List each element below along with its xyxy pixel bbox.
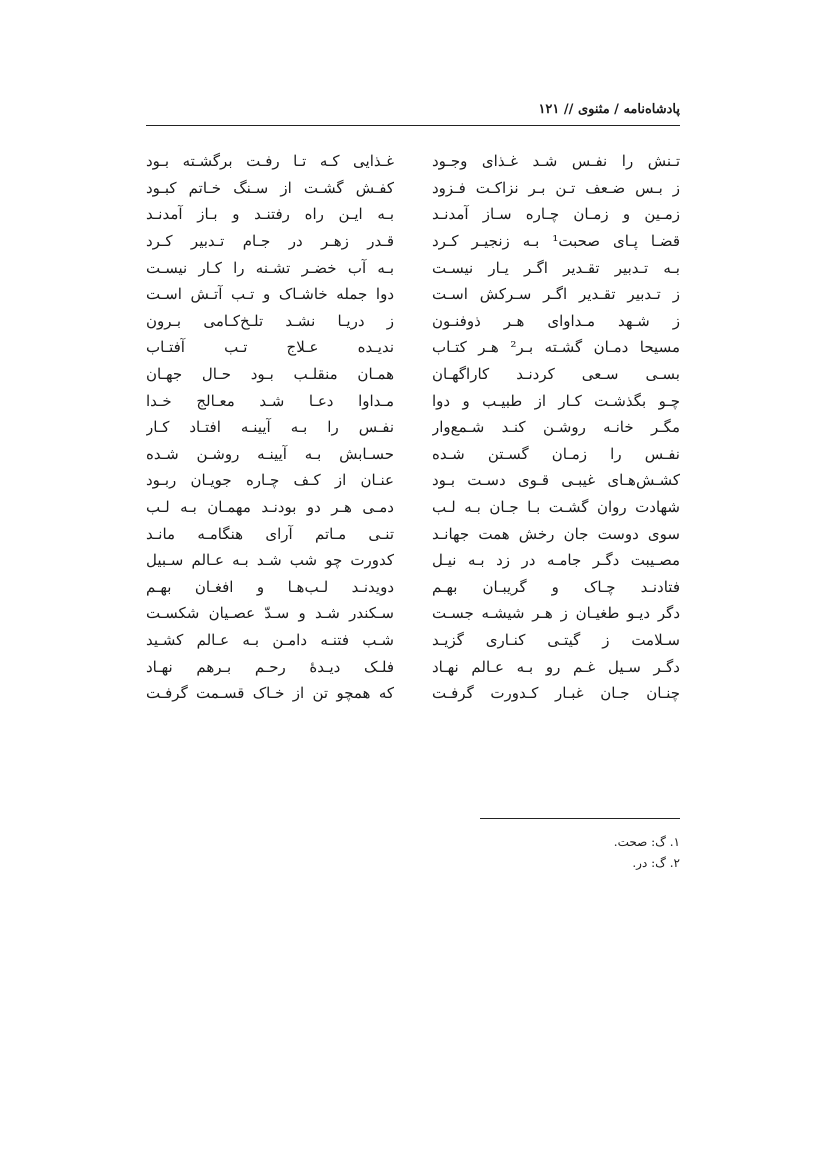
hemistich-left: حسـابش بـه آیینـه روشـن شـده — [146, 444, 394, 463]
hemistich-right: نفـس را زمـان گسـتن شـده — [432, 444, 680, 463]
hemistich-right: ز بـس ضـعف تـن بـر نزاکـت فـزود — [432, 178, 680, 197]
hemistich-right: مگـر خانـه روشـن کنـد شـمع‌وار — [432, 418, 680, 437]
hemistich-right: تـنش را نفـس شـد غـذای وجـود — [432, 152, 680, 171]
hemistich-right: مسیحا دمـان گشـته بـر² هـر کتـاب — [432, 338, 680, 357]
couplet — [146, 387, 680, 414]
footnote-2: ۲. گ: در. — [632, 856, 680, 870]
hemistich-right: قضـا پـای صحبت¹ بـه زنجیـر کـرد — [432, 232, 680, 251]
couplet — [146, 627, 680, 654]
couplet — [146, 414, 680, 441]
hemistich-left: فلـک دیـدهٔ رحـم بـرهم نهـاد — [146, 657, 394, 676]
running-header: پادشاه‌نامه / مثنوی // ۱۲۱ — [538, 102, 680, 117]
couplet — [146, 281, 680, 308]
header-divider — [146, 125, 680, 126]
couplet — [146, 467, 680, 494]
hemistich-left: همـان منقلـب بـود حـال جهـان — [146, 365, 394, 384]
hemistich-left: شـب فتنـه دامـن بـه عـالم کشـید — [146, 630, 394, 649]
hemistich-left: بـه ایـن راه رفتنـد و بـاز آمدنـد — [146, 205, 394, 224]
couplet — [146, 574, 680, 601]
hemistich-right: کشـش‌هـای غیبـی قـوی دسـت بـود — [432, 471, 680, 490]
couplet — [146, 254, 680, 281]
hemistich-right: سوی دوست جان رخش همت جهانـد — [432, 524, 680, 543]
couplet — [146, 547, 680, 574]
hemistich-right: دگر دیـو طغیـان ز هـر شیشـه جسـت — [432, 604, 680, 623]
hemistich-right: مصـیبت دگـر جامـه در زد بـه نیـل — [432, 551, 680, 570]
hemistich-right: چنـان جـان غبـار کـدورت گرفـت — [432, 684, 680, 703]
hemistich-right: ز شـهد مـداوای هـر ذوفنـون — [432, 311, 680, 330]
hemistich-right: بسـی سـعی کردنـد کاراگهـان — [432, 365, 680, 384]
hemistich-left: قـدر زهـر در جـام تـدبیر کـرد — [146, 232, 394, 251]
hemistich-left: ندیـده عـلاج تـب آفتـاب — [146, 338, 394, 357]
hemistich-right: زمـین و زمـان چـاره سـاز آمدنـد — [432, 205, 680, 224]
hemistich-left: دوا جمله خاشـاک و تـب آتـش اسـت — [146, 285, 394, 304]
couplet — [146, 520, 680, 547]
hemistich-left: که همچو تن از خـاک قسـمت گرفـت — [146, 684, 394, 703]
hemistich-left: دمـی هـر دو بودنـد مهمـان بـه لـب — [146, 498, 394, 517]
hemistich-left: کفـش گشـت از سـنگ خـاتم کبـود — [146, 178, 394, 197]
hemistich-left: کدورت چو شب شـد بـه عـالم سـبیل — [146, 551, 394, 570]
couplet — [146, 334, 680, 361]
hemistich-right: بـه تـدبیر تقـدیر اگـر یـار نیسـت — [432, 258, 680, 277]
couplet — [146, 308, 680, 335]
hemistich-left: عنـان از کـف چـاره جویـان ربـود — [146, 471, 394, 490]
hemistich-right: فتادنـد چـاک و گریبـان بهـم — [432, 577, 680, 596]
hemistich-left: دویدنـد لـب‌هـا و افغـان بهـم — [146, 577, 394, 596]
hemistich-left: نفـس را بـه آیینـه افتـاد کـار — [146, 418, 394, 437]
hemistich-right: دگـر سـیل غـم رو بـه عـالم نهـاد — [432, 657, 680, 676]
couplet — [146, 201, 680, 228]
hemistich-left: ز دریـا نشـد تلـخ‌کـامی بـرون — [146, 311, 394, 330]
couplet — [146, 175, 680, 202]
couplet — [146, 361, 680, 388]
footnote-divider — [480, 818, 680, 819]
couplet — [146, 148, 680, 175]
hemistich-left: بـه آب خضـر تشـنه را کـار نیسـت — [146, 258, 394, 277]
footnote-1: ۱. گ: صحت. — [613, 835, 680, 849]
couplet — [146, 494, 680, 521]
hemistich-right: سـلامت ز گیتـی کنـاری گزیـد — [432, 630, 680, 649]
couplet — [146, 680, 680, 707]
poem-body — [146, 148, 680, 706]
hemistich-left: تنـی مـاتم آرای هنگامـه مانـد — [146, 524, 394, 543]
couplet — [146, 653, 680, 680]
couplet — [146, 441, 680, 468]
hemistich-right: چـو بگذشـت کـار از طبیـب و دوا — [432, 391, 680, 410]
hemistich-left: سـکندر شـد و سـدّ عصـیان شکسـت — [146, 604, 394, 623]
hemistich-right: ز تـدبیر تقـدیر اگـر سـرکش اسـت — [432, 285, 680, 304]
footnotes — [480, 832, 680, 874]
couplet — [146, 228, 680, 255]
hemistich-left: مـداوا دعـا شـد معـالج خـدا — [146, 391, 394, 410]
hemistich-right: شهادت روان گشـت بـا جـان بـه لـب — [432, 498, 680, 517]
couplet — [146, 600, 680, 627]
hemistich-left: غـذایی کـه تـا رفـت برگشـته بـود — [146, 152, 394, 171]
